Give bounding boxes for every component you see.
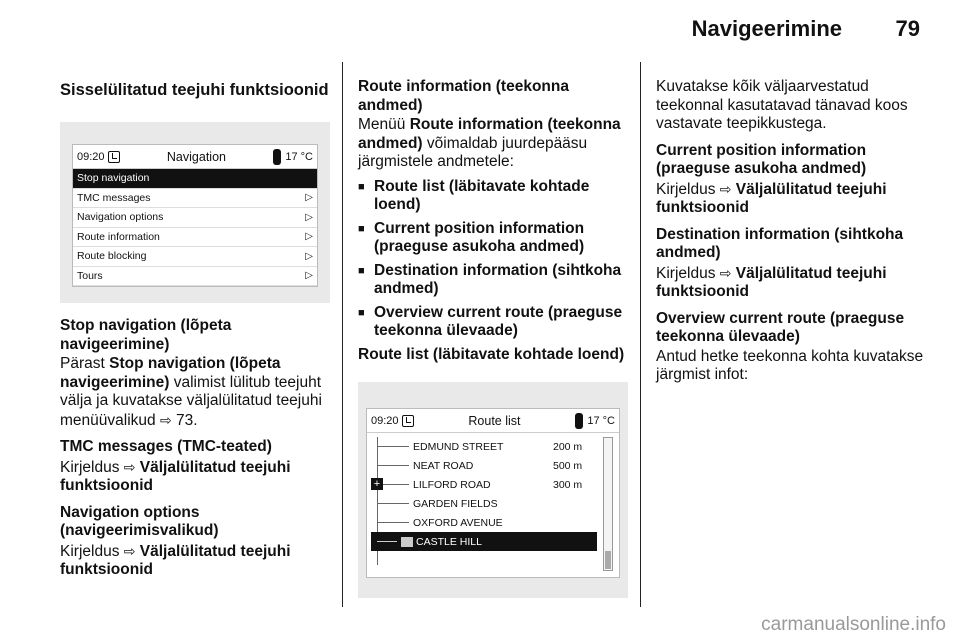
destination-heading: Destination information (sihtkoha andmed) xyxy=(656,225,904,261)
text-part: Menüü xyxy=(358,116,410,133)
reference-link: Väljalülitatud teejuhi funktsioonid xyxy=(656,264,887,300)
menu-item-label: Tours xyxy=(77,269,103,282)
text-part: Kirjeldus xyxy=(656,264,720,282)
route-row xyxy=(371,456,597,475)
route-list-description: Kuvatakse kõik väljaarvestatud teekonnal kasutatavad tänavad koos vastavate teepikkustega. xyxy=(656,78,908,132)
chevron-right-icon: ▷ xyxy=(305,211,313,223)
route-street-name: NEAT ROAD xyxy=(413,459,474,472)
chevron-right-icon: ▷ xyxy=(305,231,313,243)
reference-link: Väljalülitatud teejuhi funktsioonid xyxy=(656,180,887,216)
text-part: valimist lülitub teejuht välja ja kuvatakse väljalülitatud teejuhi menüüvalikud xyxy=(60,373,322,429)
route-list-screen xyxy=(366,408,620,578)
route-information-list xyxy=(358,178,628,341)
clock-icon xyxy=(108,151,120,163)
menu-item-label: TMC messages xyxy=(77,191,151,204)
reference-arrow-icon: ⇨ xyxy=(719,180,732,197)
list-item: ■ Overview current route (praeguse teekonna ülevaade) xyxy=(358,304,628,341)
screen-time: 09:20 xyxy=(77,150,105,163)
navigation-options-heading: Navigation options (navigeerimisvalikud) xyxy=(60,503,219,539)
current-position-heading: Current position information (praeguse asukoha andmed) xyxy=(656,141,867,177)
page-reference: 73. xyxy=(176,411,198,429)
text-part: Pärast xyxy=(60,355,110,372)
menu-item-label: Stop navigation xyxy=(77,172,150,185)
text-part: võimaldab juurdepääsu järgmistele andmetele: xyxy=(358,134,588,170)
destination-text xyxy=(656,264,926,302)
route-list-screen-figure xyxy=(358,382,628,598)
menu-item-tmc-messages xyxy=(73,189,317,209)
reference-link: Väljalülitatud teejuhi funktsioonid xyxy=(60,542,291,578)
reference-arrow-icon: ⇨ xyxy=(123,458,136,475)
screen-temperature: 17 °C xyxy=(285,150,313,163)
route-information-text xyxy=(358,116,628,172)
screen-temperature: 17 °C xyxy=(587,414,615,427)
screen-status-bar xyxy=(73,145,317,169)
text-part: Kirjeldus xyxy=(60,542,124,560)
route-list xyxy=(367,433,619,577)
reference-arrow-icon: ⇨ xyxy=(719,264,732,281)
list-item: ■ Destination information (sihtkoha andmed) xyxy=(358,262,628,299)
overview-route-heading: Overview current route (praeguse teekonna ülevaade) xyxy=(656,309,905,345)
menu-item-navigation-options xyxy=(73,208,317,228)
route-distance: 300 m xyxy=(553,478,583,491)
route-row xyxy=(371,437,597,456)
text-part: Kirjeldus xyxy=(60,458,124,476)
screen-time: 09:20 xyxy=(371,414,399,427)
column-1 xyxy=(60,60,330,580)
overview-route-text: Antud hetke teekonna kohta kuvatakse järgmist infot: xyxy=(656,347,924,383)
route-row xyxy=(371,513,597,532)
column-3 xyxy=(656,60,926,385)
route-information-heading: Route information (teekonna andmed) xyxy=(358,78,569,114)
tmc-heading: TMC messages (TMC-teated) xyxy=(60,438,272,455)
clock-icon xyxy=(402,415,414,427)
list-item: ■ Route list (läbitavate kohtade loend) xyxy=(358,178,628,215)
page-number: 79 xyxy=(895,16,920,41)
route-row xyxy=(371,494,597,513)
route-distance: 200 m xyxy=(553,440,583,453)
screen-title: Navigation xyxy=(166,149,226,164)
navigation-options-text xyxy=(60,542,330,580)
expand-plus-icon: + xyxy=(371,478,383,490)
route-street-name: CASTLE HILL xyxy=(416,535,482,548)
navigation-screen xyxy=(72,144,318,287)
screen-status-bar xyxy=(367,409,619,433)
reference-link: Väljalülitatud teejuhi funktsioonid xyxy=(60,458,291,494)
chevron-right-icon: ▷ xyxy=(305,192,313,204)
destination-flag-icon xyxy=(401,537,413,547)
text-bold-part: Route information (teekonna andmed) xyxy=(358,116,621,152)
navigation-screen-figure xyxy=(60,122,330,303)
menu-item-route-blocking xyxy=(73,247,317,267)
list-item: ■ Current position information (praeguse asukoha andmed) xyxy=(358,220,628,257)
route-row xyxy=(371,475,597,494)
text-part: Kirjeldus xyxy=(656,180,720,198)
screen-title: Route list xyxy=(468,413,521,428)
route-street-name: LILFORD ROAD xyxy=(413,478,491,491)
watermark: carmanualsonline.info xyxy=(761,614,946,635)
scrollbar-thumb xyxy=(605,551,611,569)
column-divider xyxy=(640,62,641,607)
stop-navigation-heading: Stop navigation (lõpeta navigeerimine) xyxy=(60,317,232,353)
text-bold-part: Stop navigation (lõpeta navigeerimine) xyxy=(60,355,281,391)
tmc-text xyxy=(60,458,330,496)
column-2 xyxy=(358,60,628,598)
current-position-text xyxy=(656,180,926,218)
reference-arrow-icon: ⇨ xyxy=(159,411,172,428)
page-header xyxy=(0,0,960,54)
route-street-name: GARDEN FIELDS xyxy=(413,497,498,510)
menu-item-label: Route information xyxy=(77,230,160,243)
menu-item-stop-navigation xyxy=(73,169,317,189)
column-divider xyxy=(342,62,343,607)
route-list-heading: Route list (läbitavate kohtade loend) xyxy=(358,345,625,363)
reference-arrow-icon: ⇨ xyxy=(123,542,136,559)
thermometer-icon xyxy=(575,413,583,429)
route-street-name: EDMUND STREET xyxy=(413,440,504,453)
thermometer-icon xyxy=(273,149,281,165)
section-title: Sisselülitatud teejuhi funktsioonid xyxy=(60,81,329,99)
menu-item-label: Route blocking xyxy=(77,250,147,263)
chevron-right-icon: ▷ xyxy=(305,250,313,262)
menu-item-label: Navigation options xyxy=(77,211,164,224)
menu-item-tours xyxy=(73,267,317,287)
route-row-selected xyxy=(371,532,597,551)
chevron-right-icon: ▷ xyxy=(305,270,313,282)
page-header-title: Navigeerimine xyxy=(691,16,842,41)
screen-scrollbar xyxy=(603,437,613,571)
menu-item-route-information xyxy=(73,228,317,248)
route-distance: 500 m xyxy=(553,459,583,472)
stop-navigation-text xyxy=(60,355,330,430)
route-street-name: OXFORD AVENUE xyxy=(413,516,503,529)
